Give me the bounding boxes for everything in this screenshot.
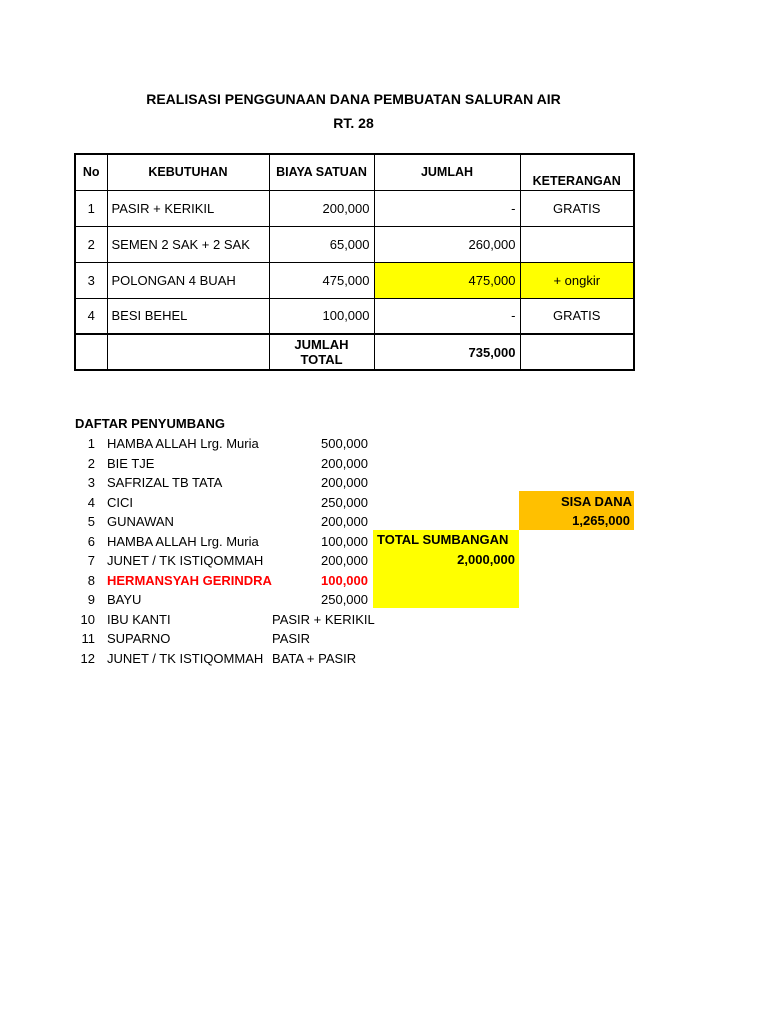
row-kebutuhan: PASIR + KERIKIL [107,190,269,226]
donor-no: 7 [87,553,95,568]
header-kebutuhan: KEBUTUHAN [107,154,269,190]
row-keterangan: GRATIS [520,298,634,334]
donor-no: 3 [87,475,95,490]
sisa-dana-value: 1,265,000 [572,513,630,528]
table-header-row [75,154,634,190]
donor-item: PASIR [272,631,311,646]
donor-no: 9 [87,592,95,607]
list-item [74,532,394,552]
donor-amount: 200,000 [321,475,368,490]
table-row [75,298,634,334]
header-no: No [75,154,107,190]
list-item [74,610,394,630]
donor-amount: 200,000 [321,455,368,471]
row-jumlah: 260,000 [374,226,520,262]
list-item [74,473,394,493]
donor-amount: 250,000 [321,592,368,607]
donor-name-highlighted: HERMANSYAH GERINDRA [107,572,272,588]
row-jumlah: - [374,190,520,226]
page-title: REALISASI PENGGUNAAN DANA PEMBUATAN SALURAN AIR [146,91,561,107]
row-kebutuhan: SEMEN 2 SAK + 2 SAK [107,226,269,262]
donor-item: BATA + PASIR [272,650,357,666]
row-biaya: 200,000 [269,190,374,226]
table-row [75,226,634,262]
donor-name: BIE TJE [107,455,155,471]
list-item [74,454,394,474]
total-empty-keterangan [520,334,634,370]
total-sumbangan-label: TOTAL SUMBANGAN [377,532,509,547]
expense-table [74,153,635,371]
donor-name: BAYU [107,592,142,607]
total-empty-no [75,334,107,370]
donor-name: HAMBA ALLAH Lrg. Muria [107,436,259,451]
donor-no: 5 [87,514,95,529]
row-biaya: 100,000 [269,298,374,334]
donor-name: JUNET / TK ISTIQOMMAH [107,553,264,568]
list-item [74,551,394,571]
row-keterangan [520,226,634,262]
list-item [74,434,394,454]
donor-amount: 250,000 [321,494,368,510]
row-keterangan-highlighted: + ongkir [520,262,634,298]
donor-name: IBU KANTI [107,611,171,627]
donor-no: 1 [87,436,95,451]
list-item [74,590,394,610]
donor-no: 11 [81,631,95,646]
row-no: 1 [75,190,107,226]
donor-item: PASIR + KERIKIL [272,611,375,627]
row-biaya: 65,000 [269,226,374,262]
list-item [74,512,394,532]
donor-amount-highlighted: 100,000 [321,572,368,588]
donor-no: 8 [87,572,95,588]
donor-no: 4 [87,494,95,510]
row-no: 4 [75,298,107,334]
donor-name: CICI [107,494,133,510]
row-biaya: 475,000 [269,262,374,298]
table-row [75,262,634,298]
donor-name: GUNAWAN [107,514,174,529]
table-row [75,190,634,226]
header-jumlah: JUMLAH [374,154,520,190]
list-item [74,493,394,513]
row-no: 2 [75,226,107,262]
donor-name: JUNET / TK ISTIQOMMAH [107,650,264,666]
donor-no: 10 [80,611,95,627]
total-sumbangan-value: 2,000,000 [457,552,515,567]
donor-no: 2 [87,455,95,471]
header-keterangan: KETERANGAN [520,154,634,190]
total-empty-kebutuhan [107,334,269,370]
list-item [74,649,394,669]
donor-name: SAFRIZAL TB TATA [107,475,223,490]
donor-no: 6 [87,533,95,549]
donor-amount: 200,000 [321,514,368,529]
list-item [74,571,394,591]
total-value: 735,000 [374,334,520,370]
donor-amount: 100,000 [321,533,368,549]
table-total-row [75,334,634,370]
header-biaya-satuan: BIAYA SATUAN [269,154,374,190]
donors-heading: DAFTAR PENYUMBANG [75,416,225,431]
row-kebutuhan: BESI BEHEL [107,298,269,334]
row-jumlah: - [374,298,520,334]
row-keterangan: GRATIS [520,190,634,226]
donor-name: HAMBA ALLAH Lrg. Muria [107,533,259,549]
page-subtitle: RT. 28 [333,115,374,131]
row-kebutuhan: POLONGAN 4 BUAH [107,262,269,298]
sisa-dana-label: SISA DANA [560,494,632,509]
donor-amount: 200,000 [321,553,368,568]
donor-name: SUPARNO [107,631,171,646]
donor-no: 12 [80,650,95,666]
list-item [74,629,394,649]
row-no: 3 [75,262,107,298]
total-label: JUMLAH TOTAL [269,334,374,370]
donor-amount: 500,000 [321,436,368,451]
row-jumlah-highlighted: 475,000 [374,262,520,298]
